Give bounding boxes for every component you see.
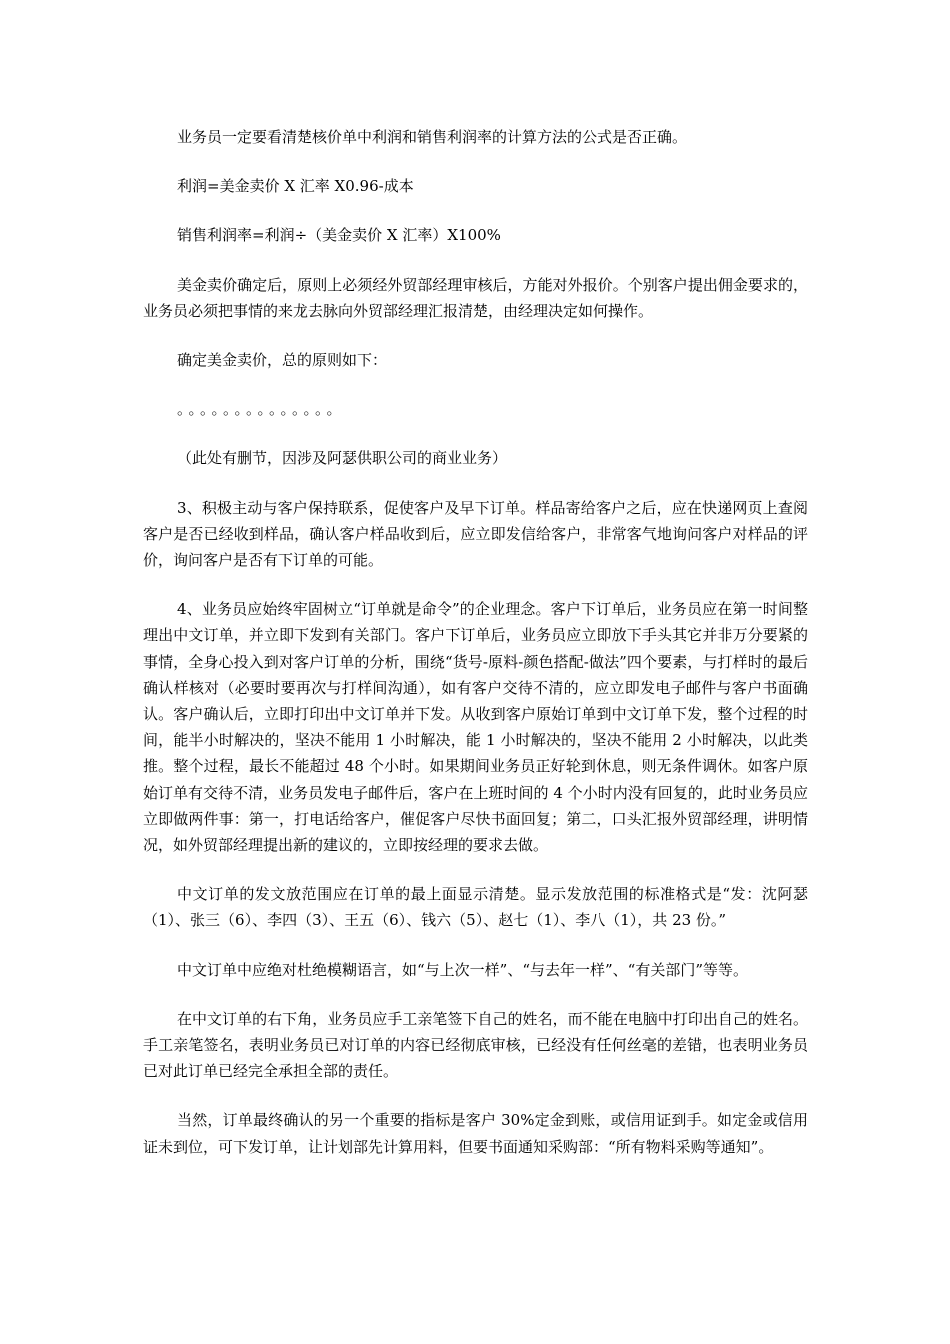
paragraph-formula-check: 业务员一定要看清楚核价单中利润和销售利润率的计算方法的公式是否正确。 [177,128,688,146]
paragraph-ellipsis: 。。。。。。。。。。。。。。 [177,400,346,419]
paragraph-profit-formula: 利润=美金卖价 X 汇率 X0.96-成本 [177,177,414,196]
paragraph-margin-formula: 销售利润率=利润÷（美金卖价 X 汇率）X100% [177,226,501,245]
paragraph-signature: 在中文订单的右下角，业务员应手工亲笔签下自己的姓名，而不能在电脑中打印出自己的姓名。手工亲笔签名，表明业务员已对订单的内容已经彻底审核，已经没有任何丝毫的差错，也表明业务员已对此订单已经完全承担全部的责任。 [143,1009,808,1081]
paragraph-item-3: 3、积极主动与客户保持联系，促使客户及早下订单。样品寄给客户之后，应在快递网页上查阅客户是否已经收到样品，确认客户样品收到后，应立即发信给客户，非常客气地询问客户对样品的评价，询问客户是否有下订单的可能。 [143,498,808,570]
paragraph-pricing-principles: 确定美金卖价，总的原则如下： [177,351,388,370]
paragraph-distribution-scope: 中文订单的发文放范围应在订单的最上面显示清楚。显示发放范围的标准格式是“发：沈阿瑟（1）、张三（6）、李四（3）、王五（6）、钱六（5）、赵七（1）、李八（1），共 23 份。” [143,885,808,930]
paragraph-price-approval: 美金卖价确定后，原则上必须经外贸部经理审核后，方能对外报价。个别客户提出佣金要求的，业务员必须把事情的来龙去脉向外贸部经理汇报清楚，由经理决定如何操作。 [143,275,808,320]
paragraph-item-4: 4、业务员应始终牢固树立“订单就是命令”的企业理念。客户下订单后，业务员应在第一时间整理出中文订单，并立即下发到有关部门。客户下订单后，业务员应立即放下手头其它并非万分要紧的事情，全身心投入到对客户订单的分析，围绕“货号-原料-颜色搭配-做法”四个要素，与打样时的最后确认样核对（必要时要再次与打样间沟通），如有客户交待不清的，应立即发电子邮件与客户书面确认。客户确认后，立即打印出中文订单并下发。从收到客户原始订单到中文订单下发，整个过程的时间，能半小时解决的，坚决不能用 1 小时解决，能 1 小时解决的，坚决不能用 2 小时解决，以此类推。整个过程，最长不能超过 48 个小时。如果期间业务员正好轮到休息，则无条件调休。如客户原始订单有交待不清，业务员发电子邮件后，客户在上班时间的 4 个小时内没有回复的，此时业务员应立即做两件事：第一，打电话给客户，催促客户尽快书面回复；第二，口头汇报外贸部经理，讲明情况，如外贸部经理提出新的建议的，立即按经理的要求去做。 [143,600,808,855]
document-body [143,124,808,1183]
paragraph-omission-note: （此处有删节，因涉及阿瑟供职公司的商业业务） [177,449,508,468]
paragraph-no-ambiguity: 中文订单中应绝对杜绝模糊语言，如“与上次一样”、“与去年一样”、“有关部门”等等。 [177,960,749,979]
paragraph-deposit: 当然，订单最终确认的另一个重要的指标是客户 30%定金到账，或信用证到手。如定金或信用证未到位，可下发订单，让计划部先计算用料，但要书面通知采购部：“所有物料采购等通知”。 [143,1111,808,1156]
